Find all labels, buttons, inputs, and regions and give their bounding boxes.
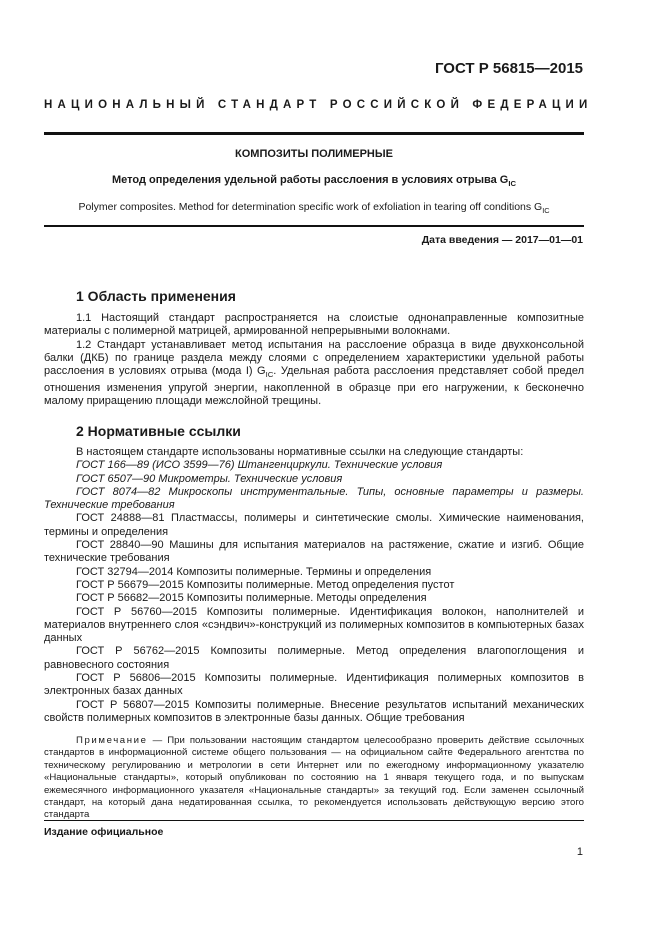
footer-divider bbox=[44, 820, 584, 821]
english-subtitle-text: Polymer composites. Method for determination specific work of exfoliation in tearing off conditions G bbox=[78, 201, 543, 213]
standard-title: КОМПОЗИТЫ ПОЛИМЕРНЫЕ bbox=[235, 148, 393, 160]
subtitle-index: IC bbox=[508, 179, 516, 189]
section-1-body bbox=[44, 312, 584, 408]
subtitle-text: Метод определения удельной работы расслоения в условиях отрыва G bbox=[112, 174, 509, 186]
reference-item: ГОСТ 166—89 (ИСО 3599—76) Штангенциркули. Технические условия bbox=[76, 459, 443, 472]
paragraph-1-2 bbox=[44, 339, 584, 409]
references-note bbox=[44, 735, 584, 822]
paragraph-1-2-tail: . Удельная работа расслоения представляет собой предел отношения изменения упругой энергии, накопленной в образце при его нагружении, к бесконечно малому приращению площади межслойной трещины. bbox=[44, 365, 584, 407]
note-text: — При пользовании настоящим стандартом целесообразно проверить действие ссылочных стандартов в информационной системе общего пользования — на официальном сайте Федерального агентства по техническому регулированию и метрологии в сети Интернет или по ежегодному информационному указателю «Национальные стандарты», который опубликован по состоянию на 1 января текущего года, и по выпускам ежемесячного информационного указателя «Национальные стандарты» за текущий год. Если заменен ссылочный стандарт, на который дана недатированная ссылка, то рекомендуется использовать действующую версию этого стандарта bbox=[44, 735, 584, 821]
document-code: ГОСТ Р 56815—2015 bbox=[434, 60, 583, 77]
reference-item: ГОСТ 6507—90 Микрометры. Технические условия bbox=[76, 472, 343, 485]
note-paragraph bbox=[44, 735, 584, 822]
reference-item: ГОСТ Р 56807—2015 Композиты полимерные. Внесение результатов испытаний механических свойств полимерных композитов в электронные базы данных. Общие требования bbox=[44, 698, 584, 724]
paragraph-1-1: 1.1 Настоящий стандарт распространяется на слоистые однонаправленные композитные материалы с полимерной матрицей, армированной непрерывными волокнами. bbox=[44, 312, 584, 338]
reference-item: ГОСТ Р 56806—2015 Композиты полимерные. Идентификация полимерных композитов в электронных базах данных bbox=[44, 672, 584, 698]
section-2-body bbox=[44, 446, 584, 725]
note-label: Примечание bbox=[76, 735, 148, 746]
national-standard-banner: НАЦИОНАЛЬНЫЙ СТАНДАРТ РОССИЙСКОЙ ФЕДЕРАЦИИ bbox=[44, 99, 593, 111]
paragraph-1-2-text: 1.2 Стандарт устанавливает метод испытания на расслоение образца в виде двухконсольной балки (ДКБ) по границе раздела между слоями с определением характеристики удельной работы расслоения в условиях отрыва (мода I) G bbox=[44, 338, 584, 378]
reference-item: ГОСТ Р 56762—2015 Композиты полимерные. Метод определения влагопоглощения и равновесного состояния bbox=[44, 645, 584, 671]
top-divider bbox=[44, 132, 584, 135]
section-2-heading: 2 Нормативные ссылки bbox=[76, 423, 241, 439]
reference-item: ГОСТ 32794—2014 Композиты полимерные. Термины и определения bbox=[76, 565, 432, 578]
reference-item: ГОСТ Р 56682—2015 Композиты полимерные. Методы определения bbox=[76, 592, 427, 605]
paragraph-1-2-index: IC bbox=[265, 370, 274, 380]
standard-subtitle bbox=[44, 174, 584, 188]
reference-item: ГОСТ 28840—90 Машины для испытания материалов на растяжение, сжатие и изгиб. Общие технические требования bbox=[44, 539, 584, 565]
page-number: 1 bbox=[576, 846, 583, 858]
edition-label: Издание официальное bbox=[44, 826, 164, 838]
effective-date: Дата введения — 2017—01—01 bbox=[421, 234, 583, 246]
title-divider bbox=[44, 225, 584, 227]
section-1-heading: 1 Область применения bbox=[76, 288, 236, 304]
english-subtitle bbox=[44, 201, 584, 215]
references-intro: В настоящем стандарте использованы нормативные ссылки на следующие стандарты: bbox=[76, 446, 524, 458]
english-subtitle-index: IC bbox=[542, 206, 550, 216]
reference-item: ГОСТ 8074—82 Микроскопы инструментальные. Типы, основные параметры и размеры. Технические требования bbox=[44, 485, 584, 512]
reference-item: ГОСТ Р 56679—2015 Композиты полимерные. Метод определения пустот bbox=[76, 578, 455, 591]
reference-item: ГОСТ 24888—81 Пластмассы, полимеры и синтетические смолы. Химические наименования, термины и определения bbox=[44, 512, 584, 538]
reference-item: ГОСТ Р 56760—2015 Композиты полимерные. Идентификация волокон, наполнителей и материалов внутреннего слоя «сэндвич»-конструкций из полимерных композитов в компьютерных базах данных bbox=[44, 605, 584, 645]
